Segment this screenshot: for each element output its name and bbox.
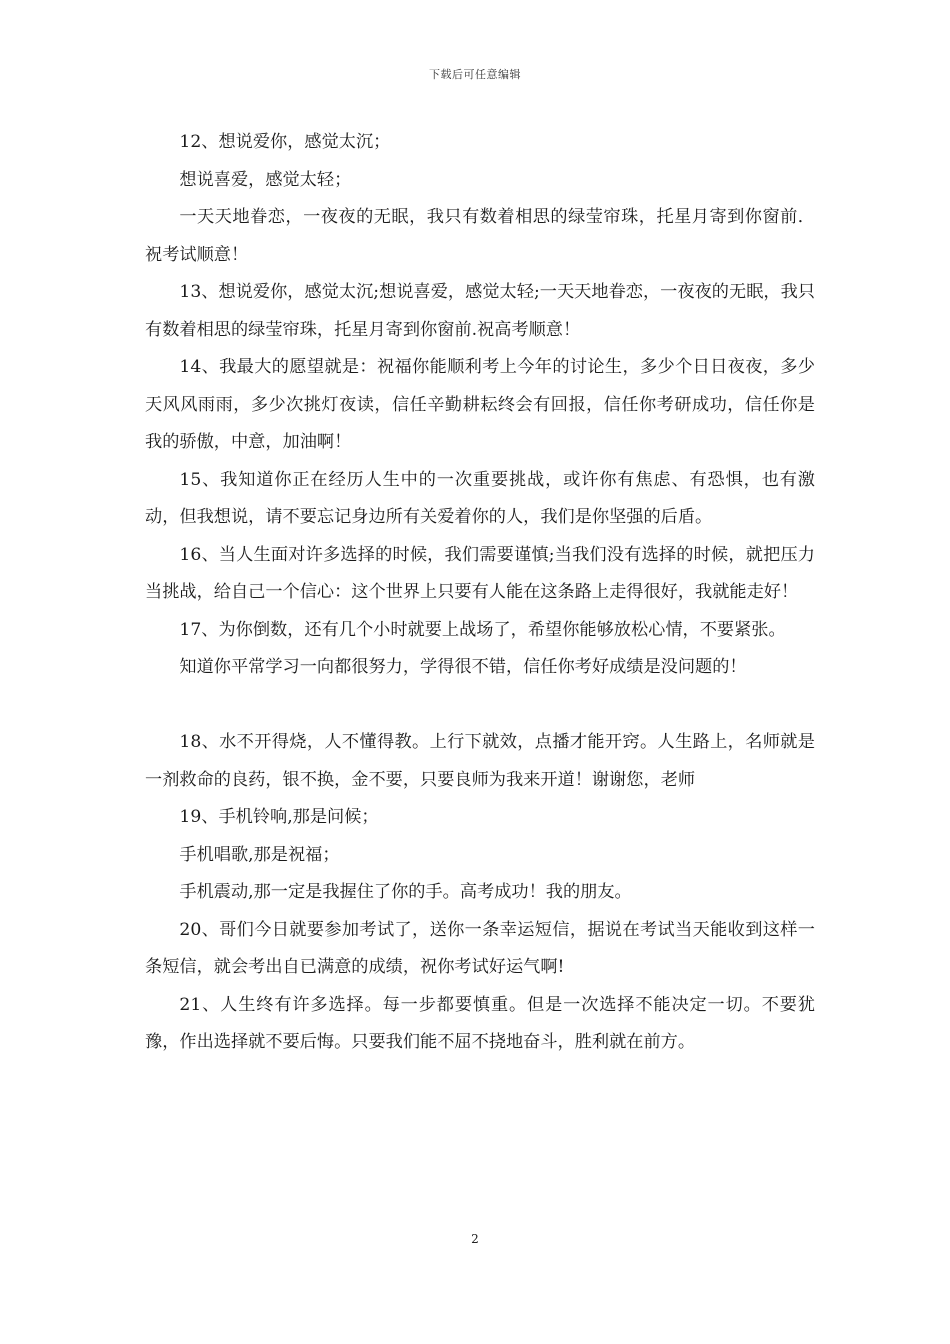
paragraph-18: 18、水不开得烧，人不懂得教。上行下就效，点播才能开窍。人生路上，名师就是一剂救命的良药，银不换，金不要，只要良师为我来开道！谢谢您，老师 (145, 732, 815, 790)
paragraph-17-line-2: 知道你平常学习一向都很努力，学得很不错，信任你考好成绩是没问题的！ (179, 657, 747, 677)
paragraph-19-line-2: 手机唱歌,那是祝福； (179, 844, 340, 865)
paragraph-12-line-2: 想说喜爱，感觉太轻； (179, 169, 352, 190)
paragraph-17-line-1: 17、为你倒数，还有几个小时就要上战场了，希望你能够放松心情，不要紧张。 (179, 619, 786, 640)
page-number: 2 (471, 1232, 479, 1246)
paragraph-19-line-1: 19、手机铃响,那是问候； (179, 807, 379, 827)
paragraph-21: 21、人生终有许多选择。每一步都要慎重。但是一次选择不能决定一切。不要犹豫，作出选择就不要后悔。只要我们能不屈不挠地奋斗，胜利就在前方。 (145, 994, 815, 1052)
paragraph-12-line-3: 一天天地眷恋，一夜夜的无眠，我只有数着相思的绿莹帘珠，托星月寄到你窗前．祝考试顺意！ (145, 207, 815, 265)
paragraph-14: 14、我最大的愿望就是：祝福你能顺利考上今年的讨论生，多少个日日夜夜，多少天风风雨雨，多少次挑灯夜读，信任辛勤耕耘终会有回报，信任你考研成功，信任你是我的骄傲，中意，加油啊！ (145, 357, 815, 452)
paragraph-20: 20、哥们今日就要参加考试了，送你一条幸运短信，据说在考试当天能收到这样一条短信，就会考出自已满意的成绩，祝你考试好运气啊! (145, 919, 815, 977)
document-body (145, 124, 815, 1062)
paragraph-12-line-1: 12、想说爱你，感觉太沉； (179, 132, 391, 152)
paragraph-13: 13、想说爱你，感觉太沉;想说喜爱，感觉太轻;一天天地眷恋，一夜夜的无眠，我只有数着相思的绿莹帘珠，托星月寄到你窗前.祝高考顺意！ (145, 282, 815, 340)
page-header: 下载后可任意编辑 (429, 68, 521, 81)
paragraph-16: 16、当人生面对许多选择的时候，我们需要谨慎;当我们没有选择的时候，就把压力当挑战，给自己一个信心：这个世界上只要有人能在这条路上走得很好，我就能走好！ (145, 544, 815, 602)
paragraph-19-line-3: 手机震动,那一定是我握住了你的手。高考成功！我的朋友。 (179, 882, 632, 902)
blank-line (145, 687, 815, 725)
paragraph-15: 15、我知道你正在经历人生中的一次重要挑战，或许你有焦虑、有恐惧，也有激动，但我想说，请不要忘记身边所有关爱着你的人，我们是你坚强的后盾。 (145, 469, 815, 527)
